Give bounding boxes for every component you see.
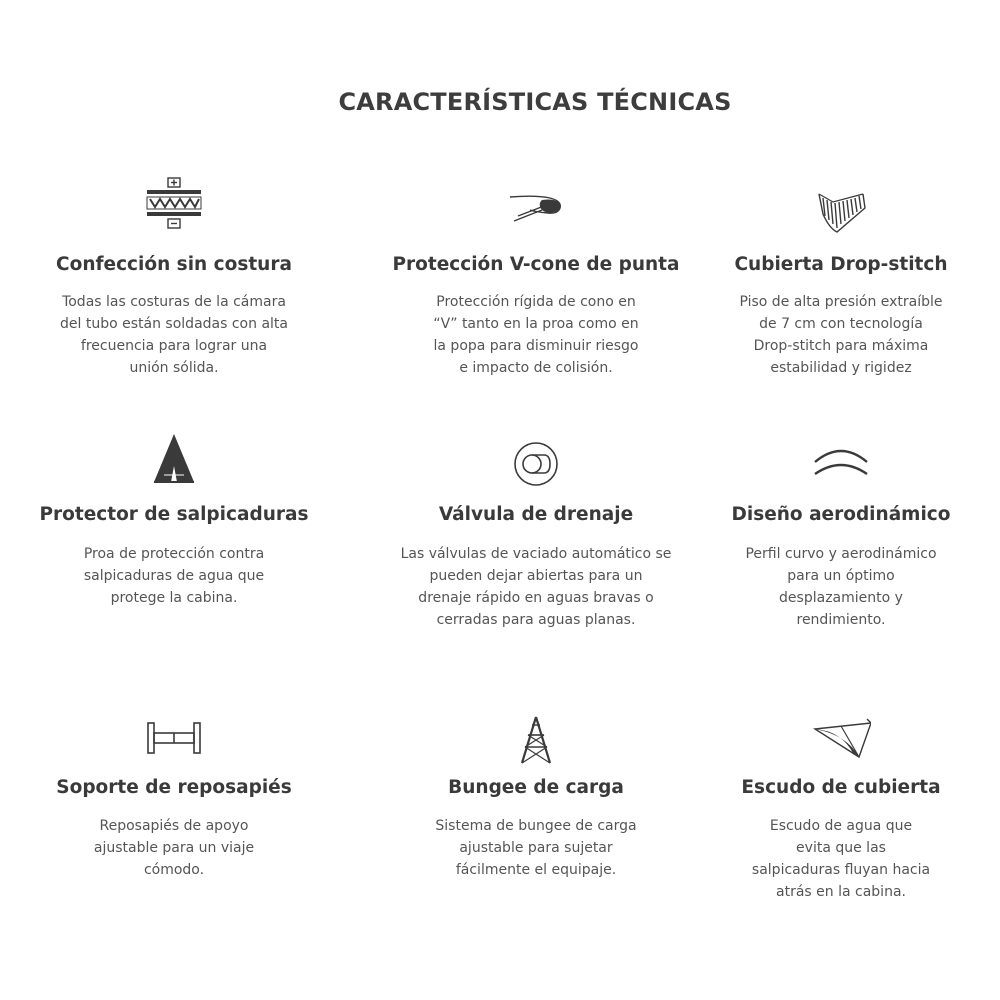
feature-title: Cubierta Drop-stitch (734, 254, 948, 275)
seam-weld-icon (144, 176, 204, 236)
page-title: CARACTERÍSTICAS TÉCNICAS (338, 88, 732, 116)
feature-title: Válvula de drenaje (438, 504, 634, 525)
feature-description: Todas las costuras de la cámara del tubo están soldadas con alta frecuencia para lograr una unión sólida. (60, 294, 288, 376)
feature-title: Confección sin costura (56, 254, 292, 275)
feature-title: Soporte de reposapiés (56, 777, 292, 798)
feature-description: Piso de alta presión extraíble de 7 cm con tecnología Drop-stitch para máxima estabilidad y rigidez (739, 294, 943, 376)
v-cone-tip-icon (506, 176, 566, 236)
splash-guard-icon (144, 430, 204, 490)
feature-title: Diseño aerodinámico (731, 504, 951, 525)
drain-valve-icon (506, 434, 566, 494)
aerodynamic-curve-icon (811, 434, 871, 494)
feature-description: Sistema de bungee de carga ajustable para sujetar fácilmente el equipaje. (435, 818, 637, 878)
footrest-icon (144, 711, 204, 771)
deck-shield-icon (811, 709, 871, 769)
feature-description: Proa de protección contra salpicaduras de agua que protege la cabina. (83, 546, 265, 606)
feature-description: Reposapiés de apoyo ajustable para un viaje cómodo. (93, 818, 255, 878)
bungee-net-icon (506, 711, 566, 771)
feature-title: Escudo de cubierta (741, 777, 941, 798)
feature-description: Escudo de agua que evita que las salpicaduras fluyan hacia atrás en la cabina. (751, 818, 931, 900)
feature-title: Protección V-cone de punta (392, 254, 680, 275)
feature-title: Protector de salpicaduras (39, 504, 309, 525)
feature-title: Bungee de carga (448, 777, 624, 798)
feature-description: Protección rígida de cono en “V” tanto en la proa como en la popa para disminuir riesgo e impacto de colisión. (433, 294, 639, 376)
feature-description: Perfil curvo y aerodinámico para un óptimo desplazamiento y rendimiento. (745, 546, 937, 628)
feature-description: Las válvulas de vaciado automático se pueden dejar abiertas para un drenaje rápido en aguas bravas o cerradas para aguas planas. (400, 546, 672, 628)
drop-stitch-deck-icon (811, 184, 871, 244)
